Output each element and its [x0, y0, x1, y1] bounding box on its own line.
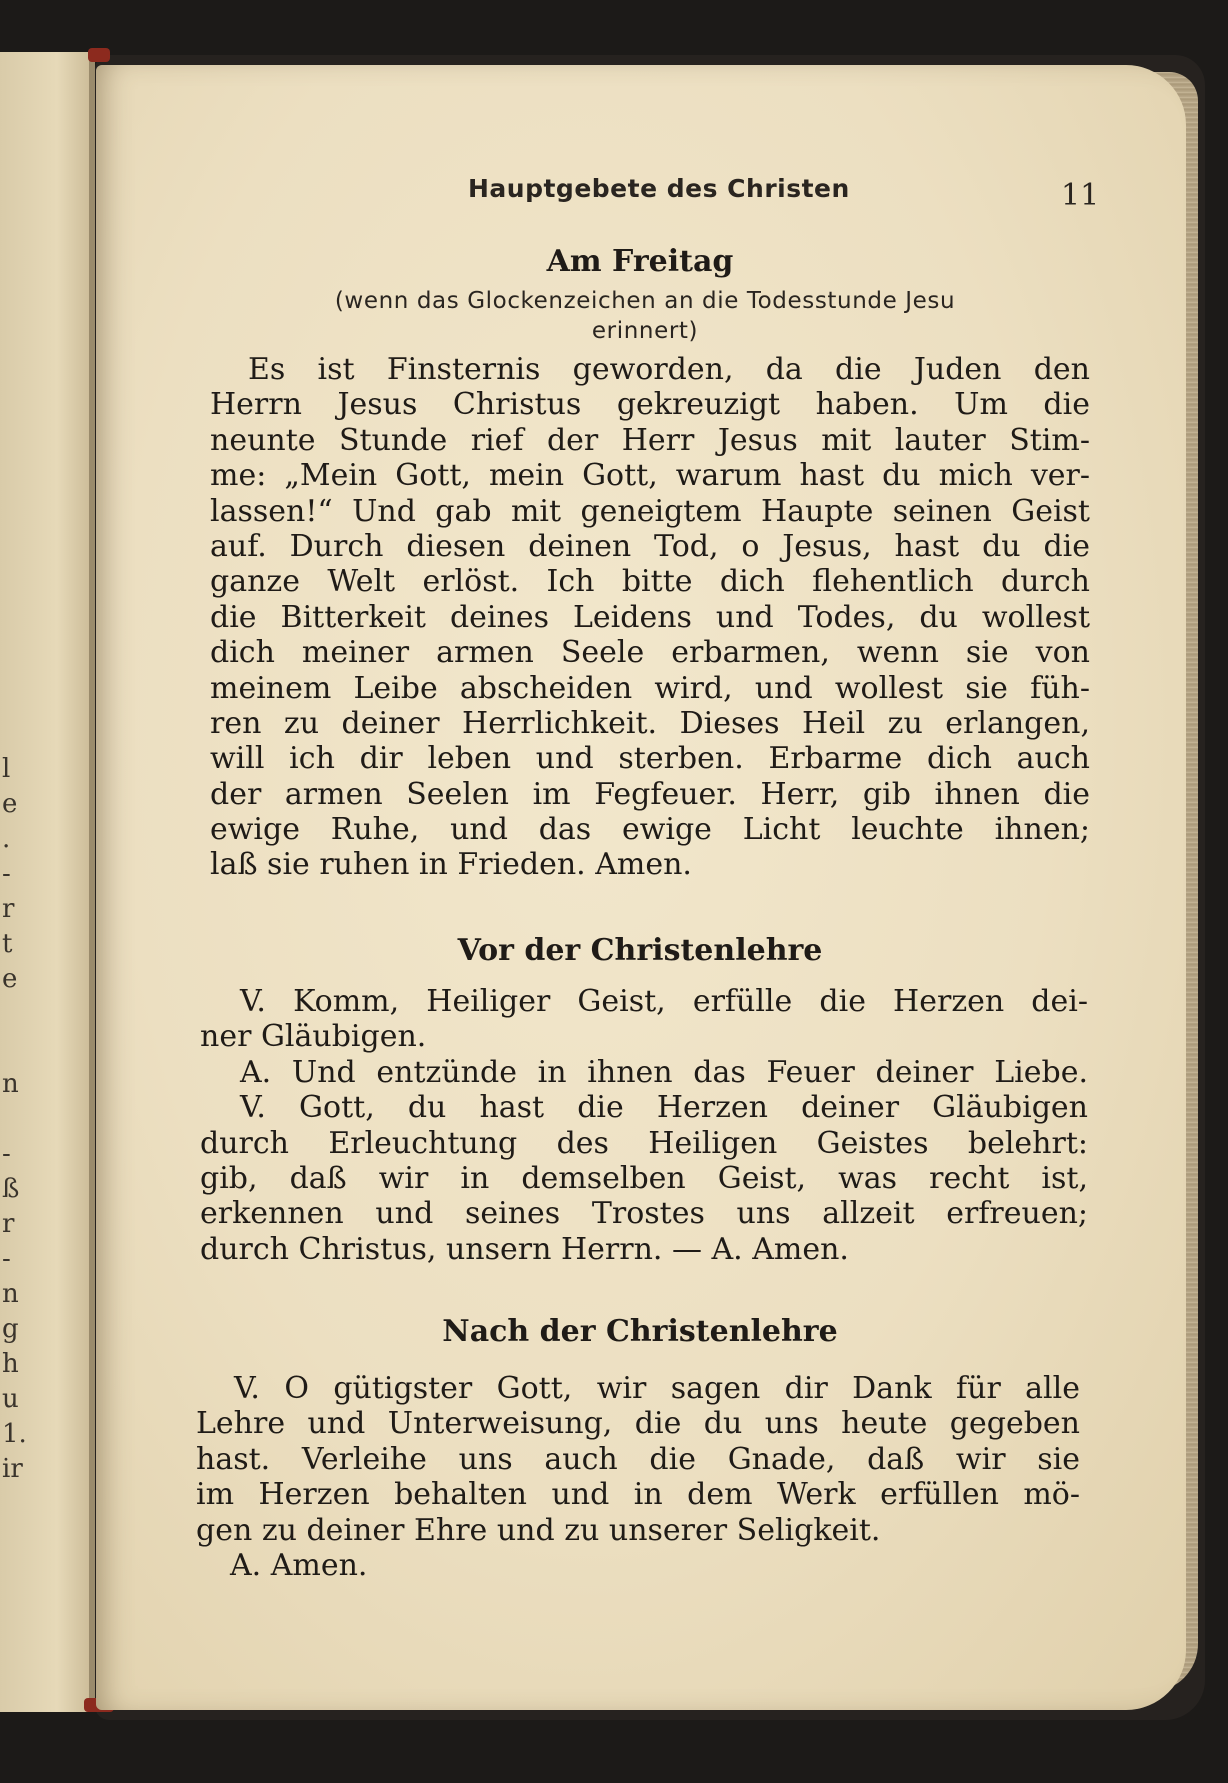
text-line: die Bitterkeit deines Leidens und Todes, du wollest [210, 599, 1090, 635]
left-fragment: - [2, 1244, 11, 1274]
prayer-vor-der-christenlehre [200, 984, 1088, 1267]
text-line: hast. Verleihe uns auch die Gnade, daß wir sie [196, 1441, 1080, 1477]
text-line: ner Gläubigen. [200, 1019, 427, 1055]
section-heading-am-freitag: Am Freitag [546, 244, 734, 279]
left-fragment: ß [2, 1174, 20, 1204]
left-fragment: u [2, 1384, 19, 1414]
text-line: ganze Welt erlöst. Ich bitte dich flehentlich durch [210, 564, 1090, 600]
section-heading-nach-der-christenlehre: Nach der Christenlehre [442, 1314, 838, 1349]
left-fragment: e [2, 789, 18, 819]
left-fragment: t [2, 929, 13, 959]
prayer-am-freitag [210, 352, 1090, 883]
text-line: A. Amen. [230, 1547, 368, 1583]
left-fragment: n [2, 1069, 19, 1099]
running-header: Hauptgebete des Christen [468, 174, 850, 203]
left-fragment: - [2, 859, 11, 889]
left-page [0, 52, 95, 1712]
text-line: im Herzen behalten und in dem Werk erfüllen mö- [196, 1477, 1080, 1513]
text-line: A. Und entzünde in ihnen das Feuer deiner Liebe. [240, 1054, 1088, 1090]
left-fragment: 1. [2, 1419, 27, 1449]
left-fragment [2, 1102, 32, 1137]
left-fragment: l [2, 754, 11, 784]
left-fragment [2, 1032, 32, 1067]
left-fragment: r [2, 1209, 15, 1239]
text-line: gen zu deiner Ehre und zu unserer Seligkeit. [196, 1512, 881, 1548]
left-fragment: - [2, 1139, 11, 1169]
binding-ribbon-top [88, 48, 110, 62]
text-line: lassen!“ Und gab mit geneigtem Haupte seinen Geist [210, 493, 1090, 529]
text-line: meinem Leibe abscheiden wird, und wollest sie füh- [210, 670, 1090, 706]
text-line: me: „Mein Gott, mein Gott, warum hast du mich ver- [210, 458, 1090, 494]
page-number: 11 [1061, 178, 1100, 213]
text-line: durch Christus, unsern Herrn. — A. Amen. [200, 1231, 849, 1267]
section-heading-vor-der-christenlehre: Vor der Christenlehre [457, 933, 823, 968]
prayer-nach-der-christenlehre [196, 1371, 1080, 1583]
text-line: Herrn Jesus Christus gekreuzigt haben. Um die [210, 387, 1090, 423]
left-fragment: r [2, 894, 15, 924]
note-line: erinnert) [591, 318, 699, 344]
text-line: erkennen und seines Trostes uns allzeit erfreuen; [200, 1196, 1088, 1232]
text-line: dich meiner armen Seele erbarmen, wenn sie von [210, 635, 1090, 671]
left-fragment: ir [2, 1454, 23, 1484]
left-page-fragments [2, 752, 32, 1487]
text-line: Lehre und Unterweisung, die du uns heute gegeben [196, 1406, 1080, 1442]
text-line: neunte Stunde rief der Herr Jesus mit lauter Stim- [210, 422, 1090, 458]
section-note [230, 286, 1060, 346]
left-fragment: . [2, 824, 11, 854]
text-line: V. Gott, du hast die Herzen deiner Gläubigen [240, 1090, 1088, 1126]
left-fragment: e [2, 964, 18, 994]
text-line: der armen Seelen im Fegfeuer. Herr, gib ihnen die [210, 776, 1090, 812]
text-line: gib, daß wir in demselben Geist, was recht ist, [200, 1160, 1088, 1196]
text-line: auf. Durch diesen deinen Tod, o Jesus, hast du die [210, 528, 1090, 564]
text-line: will ich dir leben und sterben. Erbarme dich auch [210, 741, 1090, 777]
text-line: laß sie ruhen in Frieden. Amen. [210, 847, 692, 883]
text-line: V. Komm, Heiliger Geist, erfülle die Herzen dei- [240, 984, 1088, 1019]
text-line: durch Erleuchtung des Heiligen Geistes belehrt: [200, 1125, 1088, 1161]
left-fragment: h [2, 1349, 19, 1379]
left-fragment: g [2, 1314, 19, 1344]
text-line: V. O gütigster Gott, wir sagen dir Dank für alle [234, 1371, 1080, 1406]
text-line: ren zu deiner Herrlichkeit. Dieses Heil zu erlangen, [210, 705, 1090, 741]
note-line: (wenn das Glockenzeichen an die Todesstunde Jesu [334, 288, 956, 314]
text-line: Es ist Finsternis geworden, da die Juden den [248, 352, 1090, 387]
left-fragment [2, 997, 32, 1032]
text-line: ewige Ruhe, und das ewige Licht leuchte ihnen; [210, 812, 1090, 848]
left-fragment: n [2, 1279, 19, 1309]
